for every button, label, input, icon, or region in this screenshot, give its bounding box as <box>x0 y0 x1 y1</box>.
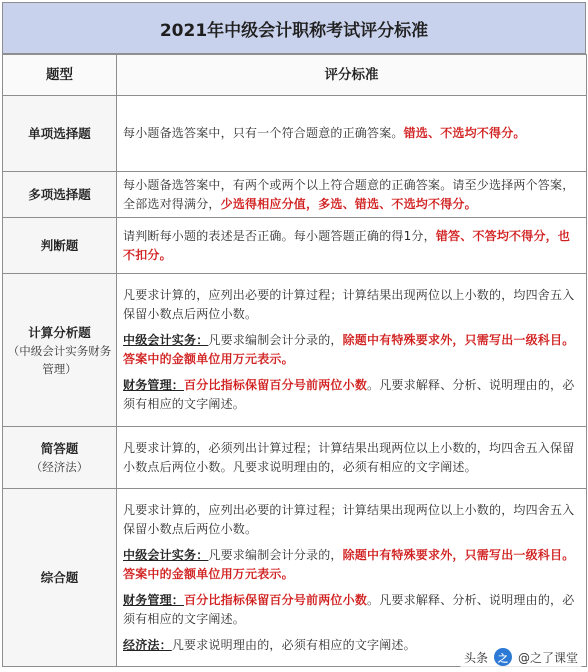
criteria-highlight: 除题中有特殊要求外，只需写出一级科目。答案中的金额单位用万元表示。 <box>123 547 575 581</box>
table-row <box>3 427 587 489</box>
table-row <box>3 172 587 218</box>
question-type-name: 计算分析题 <box>28 324 91 340</box>
question-type-name: 简答题 <box>40 441 79 456</box>
criteria-cell <box>117 274 587 427</box>
question-type: 单项选择题 <box>3 96 117 172</box>
scoring-table <box>2 54 587 667</box>
criteria-text: 每小题备选答案中，只有一个符合题意的正确答案。 <box>123 126 404 140</box>
subject-label: 中级会计实务： <box>123 547 209 562</box>
criteria-paragraph <box>123 331 580 369</box>
criteria-paragraph <box>123 546 580 584</box>
table-row <box>3 489 587 667</box>
criteria-text: 请判断每小题的表述是否正确。每小题答题正确的得1分， <box>123 228 436 243</box>
criteria-text: 凡要求计算的，必须列出计算过程；计算结果出现两位以上小数的，均四舍五入保留小数点后两位小数。凡要求说明理由的，必须有相应的文字阐述。 <box>123 440 575 474</box>
criteria-text: 。凡要求解释、分析、说明理由的，必须有相应的文字阐述。 <box>123 592 575 626</box>
table-row <box>3 218 587 274</box>
criteria-text: 每小题备选答案中，有两个或两个以上符合题意的正确答案。请至少选择两个答案，全部选对得满分， <box>123 177 575 211</box>
criteria-text: 。凡要求解释、分析、说明理由的，必须有相应的文字阐述。 <box>123 378 575 411</box>
criteria-cell <box>117 218 587 274</box>
criteria-highlight: 百分比指标保留百分号前两位小数 <box>184 378 368 392</box>
question-type: 判断题 <box>3 218 117 274</box>
criteria-paragraph: 凡要求计算的，应列出必要的计算过程；计算结果出现两位以上小数的，均四舍五入保留小数点后两位小数。 <box>123 502 575 536</box>
table-row <box>3 96 587 172</box>
criteria-cell <box>117 96 587 172</box>
avatar: 之 <box>494 648 512 666</box>
question-type-scope: （经济法） <box>30 460 89 474</box>
subject-label: 中级会计实务： <box>123 333 209 347</box>
question-type: 多项选择题 <box>3 172 117 218</box>
criteria-highlight: 错答、不答均不得分，也不扣分。 <box>123 228 571 262</box>
criteria-paragraph: 凡要求计算的，应列出必要的计算过程；计算结果出现两位以上小数的，均四舍五入保留小数点后两位小数。 <box>123 288 575 321</box>
criteria-cell <box>117 489 587 667</box>
question-type-scope: （中级会计实务财务管理） <box>7 343 112 376</box>
criteria-text: 凡要求说明理由的，必须有相应的文字阐述。 <box>171 637 416 652</box>
question-type <box>3 274 117 427</box>
source-label: 头条 <box>463 650 488 665</box>
column-header-type: 题型 <box>3 55 117 96</box>
criteria-paragraph <box>123 376 580 414</box>
criteria-text: 凡要求编制会计分录的， <box>208 333 343 347</box>
subject-label: 财务管理： <box>123 592 185 607</box>
table-header-row <box>3 55 587 96</box>
account-name: @之了课堂 <box>517 650 578 665</box>
question-type <box>3 427 117 489</box>
criteria-highlight: 除题中有特殊要求外，只需写出一级科目。答案中的金额单位用万元表示。 <box>123 333 575 366</box>
criteria-cell <box>117 172 587 218</box>
subject-label: 财务管理： <box>123 378 185 392</box>
subject-label: 经济法： <box>123 637 172 652</box>
criteria-cell <box>117 427 587 489</box>
criteria-highlight: 错选、不选均不得分。 <box>403 126 526 140</box>
table-row <box>3 274 587 427</box>
column-header-criteria: 评分标准 <box>117 55 587 96</box>
criteria-text: 凡要求编制会计分录的， <box>208 547 343 562</box>
question-type: 综合题 <box>3 489 117 667</box>
source-watermark[interactable] <box>460 646 582 668</box>
criteria-paragraph <box>123 591 580 629</box>
criteria-highlight: 少选得相应分值，多选、错选、不选均不得分。 <box>220 196 477 211</box>
page-title: 2021年中级会计职称考试评分标准 <box>2 2 586 54</box>
criteria-highlight: 百分比指标保留百分号前两位小数 <box>184 592 368 607</box>
